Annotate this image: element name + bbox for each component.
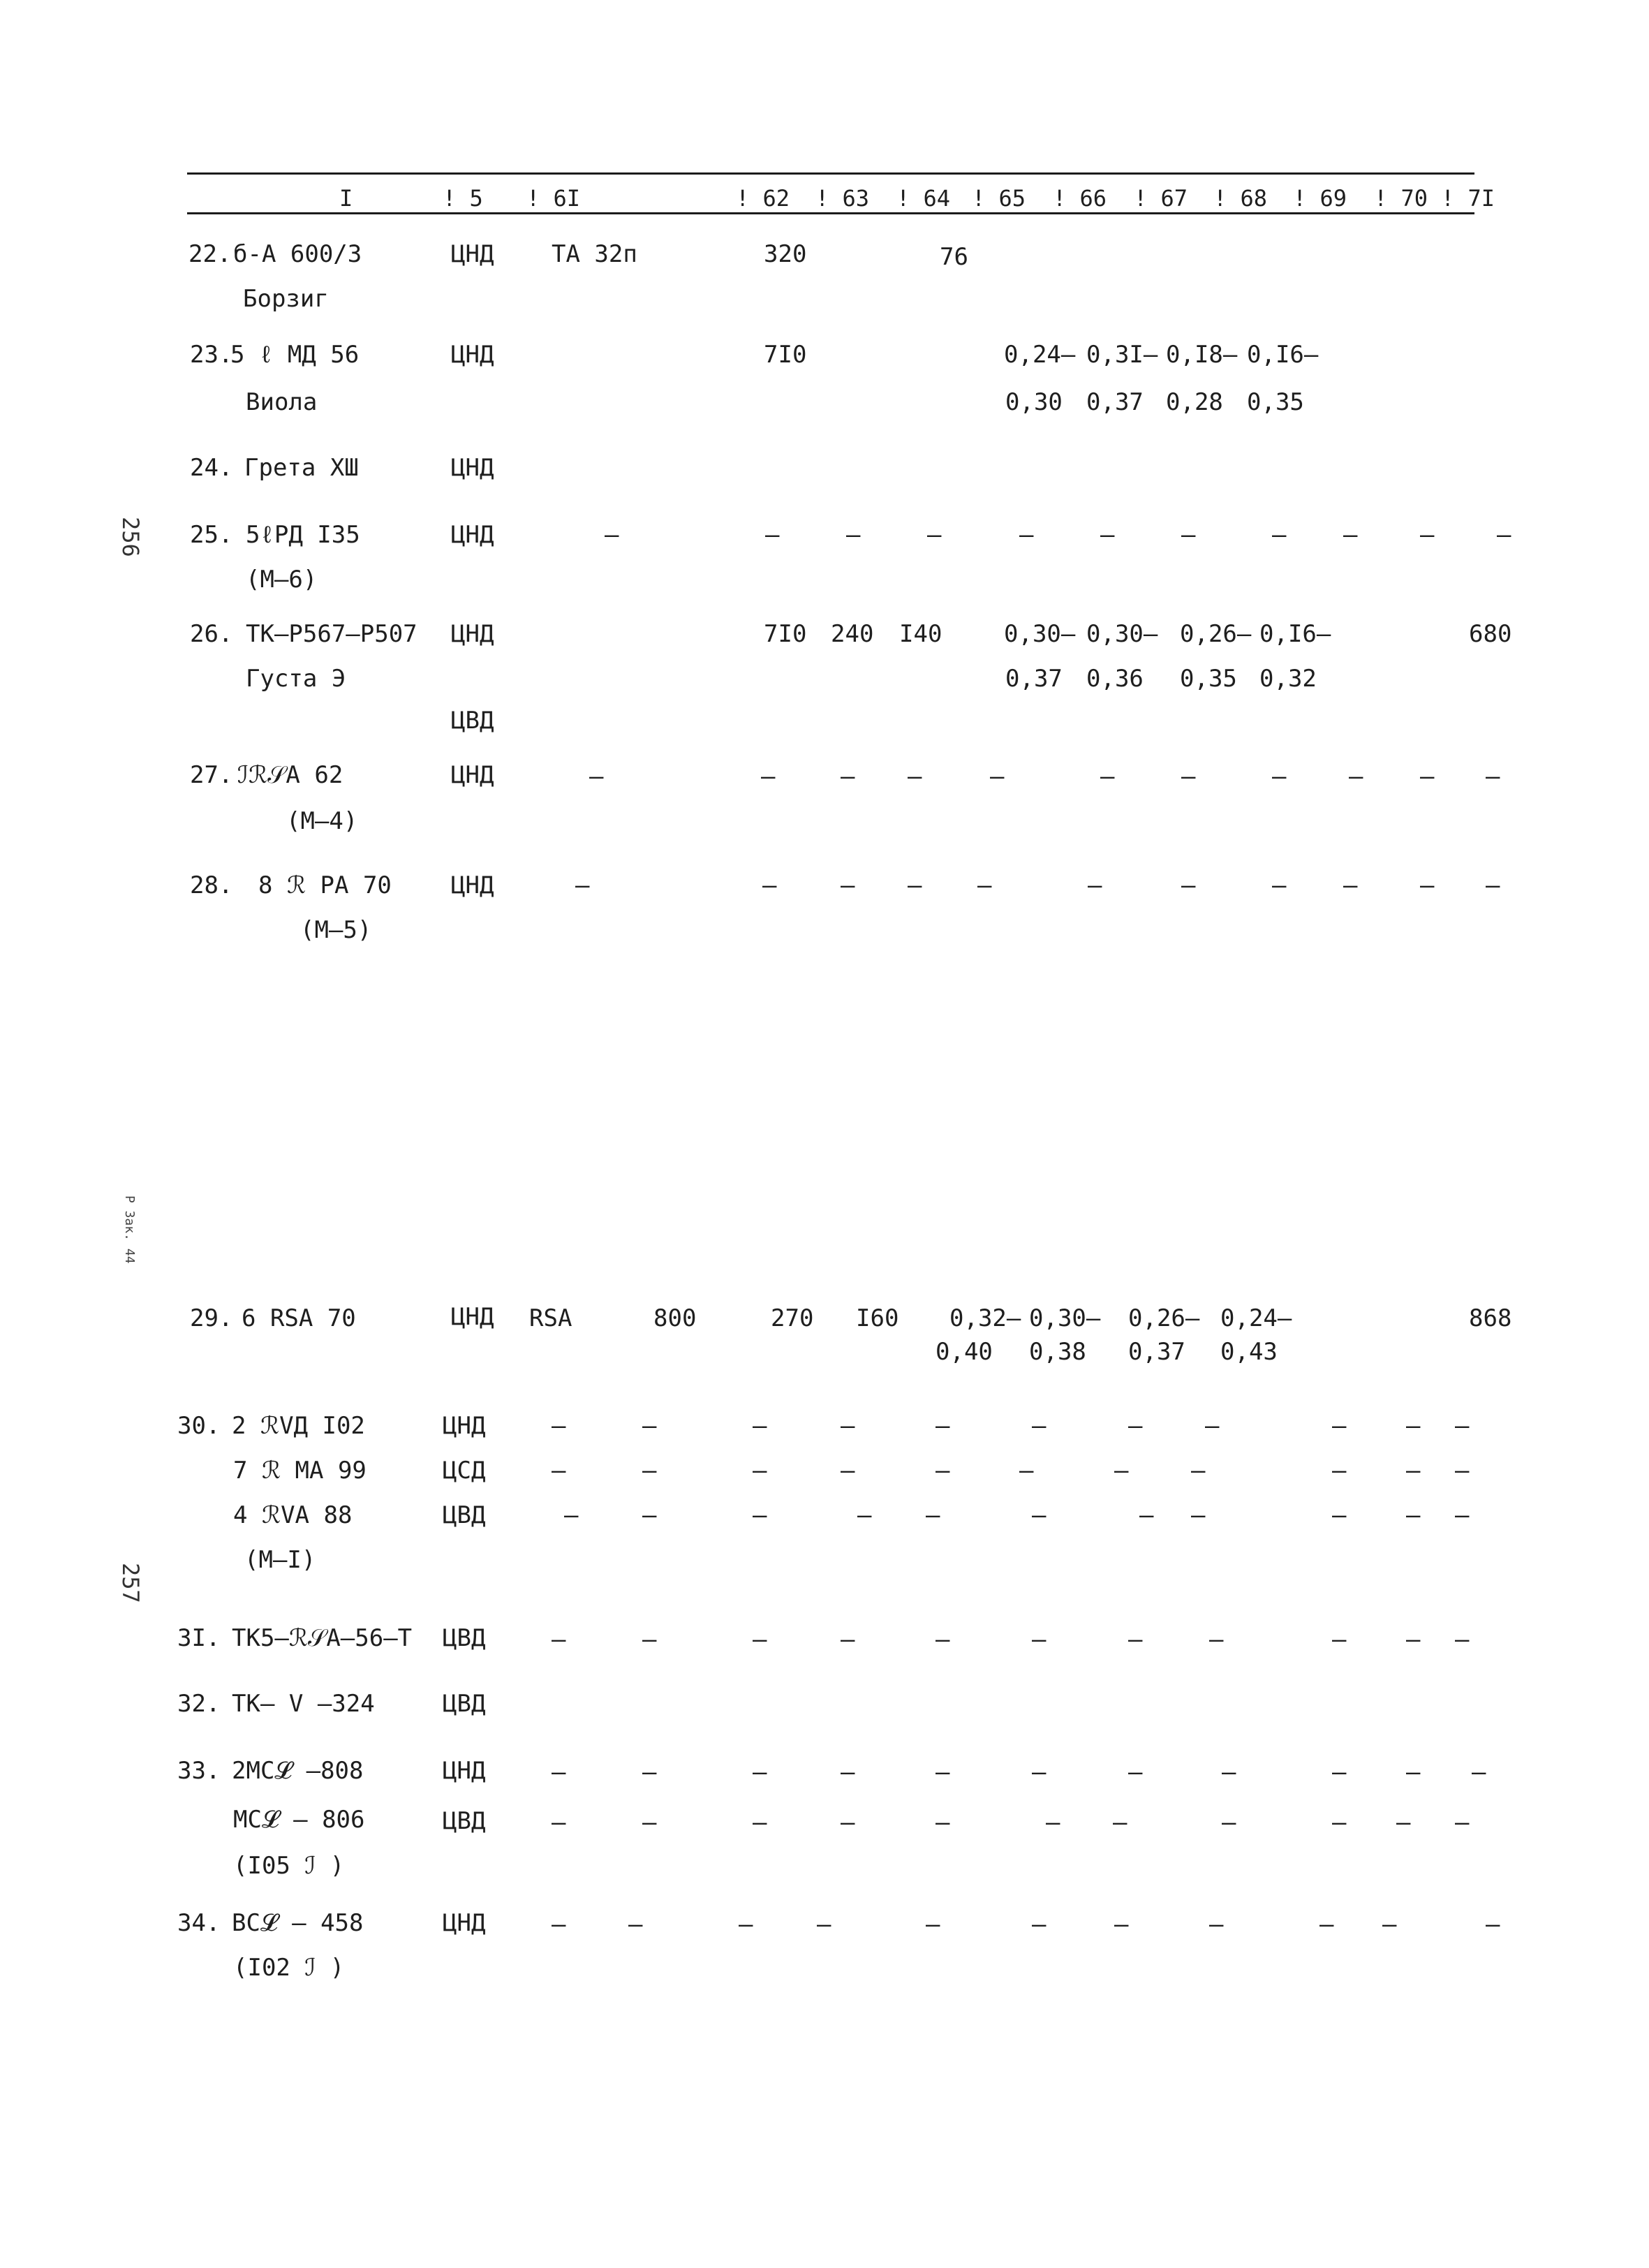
cell-67: 0,26–: [1128, 1304, 1200, 1332]
cell-62: 320: [764, 240, 807, 268]
empty-dash: –: [1486, 763, 1500, 790]
empty-dash: –: [1319, 1910, 1334, 1938]
cell-68: 0,I6–: [1247, 341, 1319, 369]
cell-65: 0,30–: [1004, 620, 1076, 648]
cell-68: 0,24–: [1220, 1304, 1292, 1332]
empty-dash: –: [1406, 1412, 1421, 1440]
empty-dash: –: [1032, 1758, 1047, 1786]
cell-66: 0,3I–: [1086, 341, 1158, 369]
empty-dash: –: [1209, 1910, 1224, 1938]
machine-name-line3: (I05 ℐ ): [233, 1852, 345, 1880]
machine-name: ТК–Р567–Р507: [246, 620, 417, 648]
empty-dash: –: [1191, 1501, 1206, 1529]
cell-65: 0,37: [1005, 665, 1063, 693]
empty-dash: –: [753, 1809, 767, 1836]
page-number-upper: 256: [117, 517, 144, 557]
empty-dash: –: [936, 1626, 950, 1654]
empty-dash: –: [1272, 763, 1287, 790]
empty-dash: –: [753, 1501, 767, 1529]
empty-dash: –: [1472, 1758, 1486, 1786]
cell-68: 0,43: [1220, 1338, 1278, 1366]
cylinder: ЦНД: [451, 341, 494, 369]
empty-dash: –: [841, 1412, 855, 1440]
cell-65: 0,40: [936, 1338, 993, 1366]
empty-dash: –: [1191, 1457, 1206, 1485]
empty-dash: –: [936, 1758, 950, 1786]
machine-name-line2: (I02 ℐ ): [233, 1954, 345, 1982]
empty-dash: –: [1088, 871, 1102, 899]
machine-name-line2: (М–4): [286, 807, 358, 835]
machine-name: 6 RSA 70: [242, 1304, 356, 1332]
cylinder: ЦНД: [451, 761, 494, 789]
machine-name-line4: (М–I): [244, 1546, 316, 1574]
empty-dash: –: [936, 1457, 950, 1485]
empty-dash: –: [1396, 1809, 1411, 1836]
empty-dash: –: [1497, 521, 1511, 549]
cylinder: ЦНД: [451, 1303, 494, 1331]
cell-62: 270: [771, 1304, 814, 1332]
empty-dash: –: [841, 1626, 855, 1654]
cell-66: 0,37: [1086, 388, 1144, 416]
machine-name: ТК– V –324: [232, 1690, 375, 1718]
machine-name: ВС𝓛 – 458: [232, 1909, 364, 1937]
cylinder: ЦВД: [443, 1501, 486, 1529]
cell-62: 7I0: [764, 620, 807, 648]
empty-dash: –: [841, 763, 855, 790]
header-col-68: ! 68: [1213, 185, 1268, 212]
empty-dash: –: [908, 763, 922, 790]
empty-dash: –: [552, 1809, 566, 1836]
machine-name: 5ℓРД I35: [246, 521, 360, 549]
empty-dash: –: [1486, 1910, 1500, 1938]
cell-71: 868: [1469, 1304, 1512, 1332]
empty-dash: –: [642, 1626, 657, 1654]
empty-dash: –: [1486, 871, 1500, 899]
cell-67: 0,I8–: [1166, 341, 1238, 369]
empty-dash: –: [1128, 1758, 1143, 1786]
cell-64: I40: [899, 620, 942, 648]
cylinder: ЦСД: [443, 1457, 486, 1485]
empty-dash: –: [1332, 1501, 1347, 1529]
header-bottom-rule: [187, 212, 1474, 214]
cylinder: ЦВД: [443, 1807, 486, 1835]
cell-67: 0,26–: [1180, 620, 1252, 648]
row-number: 26.: [190, 620, 233, 648]
empty-dash: –: [1222, 1758, 1236, 1786]
empty-dash: –: [1019, 1457, 1034, 1485]
machine-name-line2: (М–5): [300, 916, 372, 944]
row-number: 22.: [188, 240, 232, 268]
empty-dash: –: [1272, 521, 1287, 549]
empty-dash: –: [1455, 1626, 1470, 1654]
empty-dash: –: [1209, 1626, 1224, 1654]
empty-dash: –: [1343, 521, 1358, 549]
cell-64: 76: [940, 243, 968, 271]
machine-name-line2: (М–6): [246, 566, 318, 594]
empty-dash: –: [977, 871, 992, 899]
header-col-64: ! 64: [896, 185, 951, 212]
empty-dash: –: [1332, 1758, 1347, 1786]
empty-dash: –: [642, 1758, 657, 1786]
empty-dash: –: [605, 521, 619, 549]
empty-dash: –: [990, 763, 1005, 790]
empty-dash: –: [1332, 1457, 1347, 1485]
cylinder: ЦВД: [443, 1624, 486, 1652]
cell-66: 0,30–: [1086, 620, 1158, 648]
machine-name: 8 ℛ РА 70: [258, 871, 392, 899]
empty-dash: –: [926, 1501, 940, 1529]
empty-dash: –: [589, 763, 604, 790]
empty-dash: –: [762, 871, 777, 899]
empty-dash: –: [927, 521, 942, 549]
empty-dash: –: [1332, 1412, 1347, 1440]
empty-dash: –: [753, 1412, 767, 1440]
cylinder: ЦНД: [451, 240, 494, 268]
cylinder: ЦНД: [443, 1757, 486, 1785]
header-col-70: ! 70: [1374, 185, 1428, 212]
empty-dash: –: [642, 1809, 657, 1836]
empty-dash: –: [1100, 521, 1115, 549]
empty-dash: –: [926, 1910, 940, 1938]
cell-66: 0,38: [1029, 1338, 1086, 1366]
empty-dash: –: [1332, 1809, 1347, 1836]
empty-dash: –: [642, 1457, 657, 1485]
empty-dash: –: [1114, 1910, 1129, 1938]
empty-dash: –: [1455, 1809, 1470, 1836]
empty-dash: –: [552, 1758, 566, 1786]
empty-dash: –: [761, 763, 776, 790]
header-col-5: ! 5: [443, 185, 483, 212]
empty-dash: –: [936, 1412, 950, 1440]
cell-61: ТА 32п: [552, 240, 637, 268]
empty-dash: –: [1181, 521, 1196, 549]
empty-dash: –: [1455, 1501, 1470, 1529]
cell-68: 0,32: [1259, 665, 1317, 693]
empty-dash: –: [753, 1457, 767, 1485]
header-col-71: ! 7I: [1441, 185, 1495, 212]
margin-stamp: Р Зак. 44: [122, 1195, 137, 1264]
empty-dash: –: [1139, 1501, 1154, 1529]
cell-65: 0,24–: [1004, 341, 1076, 369]
header-col-67: ! 67: [1134, 185, 1188, 212]
cell-68: 0,I6–: [1259, 620, 1331, 648]
empty-dash: –: [1019, 521, 1034, 549]
empty-dash: –: [1420, 763, 1435, 790]
empty-dash: –: [739, 1910, 753, 1938]
cell-63: 240: [831, 620, 874, 648]
cell-67: 0,35: [1180, 665, 1237, 693]
cell-68: 0,35: [1247, 388, 1304, 416]
empty-dash: –: [552, 1626, 566, 1654]
empty-dash: –: [564, 1501, 579, 1529]
empty-dash: –: [1349, 763, 1363, 790]
empty-dash: –: [1332, 1626, 1347, 1654]
header-top-rule: [187, 172, 1474, 175]
machine-name-line3: 4 ℛVА 88: [233, 1501, 353, 1529]
empty-dash: –: [1420, 521, 1435, 549]
machine-name: 5 ℓ МД 56: [230, 341, 360, 369]
machine-name: ℐℛ𝒮А 62: [237, 761, 343, 789]
empty-dash: –: [1032, 1412, 1047, 1440]
empty-dash: –: [1406, 1758, 1421, 1786]
cylinder: ЦНД: [451, 454, 494, 482]
empty-dash: –: [1406, 1626, 1421, 1654]
empty-dash: –: [1032, 1501, 1047, 1529]
cell-66: 0,36: [1086, 665, 1144, 693]
page-number-lower: 257: [117, 1563, 144, 1603]
empty-dash: –: [1100, 763, 1115, 790]
empty-dash: –: [1406, 1501, 1421, 1529]
row-number: 24.: [190, 454, 233, 482]
cylinder: ЦНД: [443, 1909, 486, 1937]
row-number: 27.: [190, 761, 233, 789]
machine-name-line2: Борзиг: [243, 285, 329, 313]
cell-67: 0,28: [1166, 388, 1223, 416]
empty-dash: –: [1032, 1910, 1047, 1938]
empty-dash: –: [552, 1412, 566, 1440]
header-col-66: ! 66: [1053, 185, 1107, 212]
cell-71: 680: [1469, 620, 1512, 648]
machine-name-line2: Густа Э: [246, 665, 346, 693]
empty-dash: –: [1046, 1809, 1060, 1836]
empty-dash: –: [1455, 1457, 1470, 1485]
machine-name: ТК5–ℛ𝒮А–56–Т: [232, 1624, 413, 1652]
header-col-62: ! 62: [736, 185, 790, 212]
machine-name: 2 ℛVД I02: [232, 1412, 365, 1440]
machine-name: Грета XШ: [244, 454, 359, 482]
empty-dash: –: [1343, 871, 1358, 899]
empty-dash: –: [846, 521, 861, 549]
empty-dash: –: [753, 1626, 767, 1654]
header-col-1: I: [339, 185, 353, 212]
empty-dash: –: [817, 1910, 831, 1938]
empty-dash: –: [1382, 1910, 1397, 1938]
cylinder: ЦНД: [443, 1412, 486, 1440]
empty-dash: –: [642, 1501, 657, 1529]
row-number: 23.: [190, 341, 233, 369]
cell-61: RSA: [529, 1304, 572, 1332]
cylinder: ЦНД: [451, 871, 494, 899]
machine-name-line2: Виола: [246, 388, 318, 416]
empty-dash: –: [552, 1910, 566, 1938]
empty-dash: –: [841, 1758, 855, 1786]
cell-66: 0,30–: [1029, 1304, 1101, 1332]
row-number: 32.: [177, 1690, 221, 1718]
empty-dash: –: [908, 871, 922, 899]
empty-dash: –: [1455, 1412, 1470, 1440]
empty-dash: –: [1420, 871, 1435, 899]
cell-62: 7I0: [764, 341, 807, 369]
empty-dash: –: [857, 1501, 872, 1529]
row-number: 28.: [190, 871, 233, 899]
cylinder: ЦВД: [443, 1690, 486, 1718]
empty-dash: –: [1272, 871, 1287, 899]
empty-dash: –: [936, 1809, 950, 1836]
row-number: 3I.: [177, 1624, 221, 1652]
machine-name: б-А 600/3: [233, 240, 362, 268]
machine-name-line2: 7 ℛ МА 99: [233, 1457, 367, 1485]
header-col-61: ! 6I: [526, 185, 581, 212]
empty-dash: –: [1128, 1412, 1143, 1440]
empty-dash: –: [841, 1809, 855, 1836]
empty-dash: –: [1181, 763, 1196, 790]
cell-61: 800: [653, 1304, 697, 1332]
header-col-63: ! 63: [815, 185, 870, 212]
empty-dash: –: [628, 1910, 643, 1938]
empty-dash: –: [552, 1457, 566, 1485]
cylinder: ЦВД: [451, 707, 494, 735]
cylinder: ЦНД: [451, 620, 494, 648]
empty-dash: –: [575, 871, 590, 899]
empty-dash: –: [642, 1412, 657, 1440]
machine-name-line2: МС𝓛 – 806: [233, 1806, 365, 1834]
cell-63: I60: [856, 1304, 899, 1332]
empty-dash: –: [1128, 1626, 1143, 1654]
empty-dash: –: [1205, 1412, 1220, 1440]
empty-dash: –: [1406, 1457, 1421, 1485]
empty-dash: –: [1222, 1809, 1236, 1836]
cell-65: 0,32–: [949, 1304, 1021, 1332]
row-number: 25.: [190, 521, 233, 549]
empty-dash: –: [765, 521, 780, 549]
empty-dash: –: [1032, 1626, 1047, 1654]
empty-dash: –: [1113, 1809, 1127, 1836]
empty-dash: –: [753, 1758, 767, 1786]
machine-name: 2МС𝓛 –808: [232, 1757, 364, 1785]
row-number: 30.: [177, 1412, 221, 1440]
header-col-65: ! 65: [972, 185, 1026, 212]
cell-67: 0,37: [1128, 1338, 1185, 1366]
cylinder: ЦНД: [451, 521, 494, 549]
row-number: 29.: [190, 1304, 233, 1332]
row-number: 33.: [177, 1757, 221, 1785]
row-number: 34.: [177, 1909, 221, 1937]
empty-dash: –: [1114, 1457, 1129, 1485]
empty-dash: –: [841, 871, 855, 899]
header-col-69: ! 69: [1293, 185, 1347, 212]
empty-dash: –: [841, 1457, 855, 1485]
cell-65: 0,30: [1005, 388, 1063, 416]
empty-dash: –: [1181, 871, 1196, 899]
